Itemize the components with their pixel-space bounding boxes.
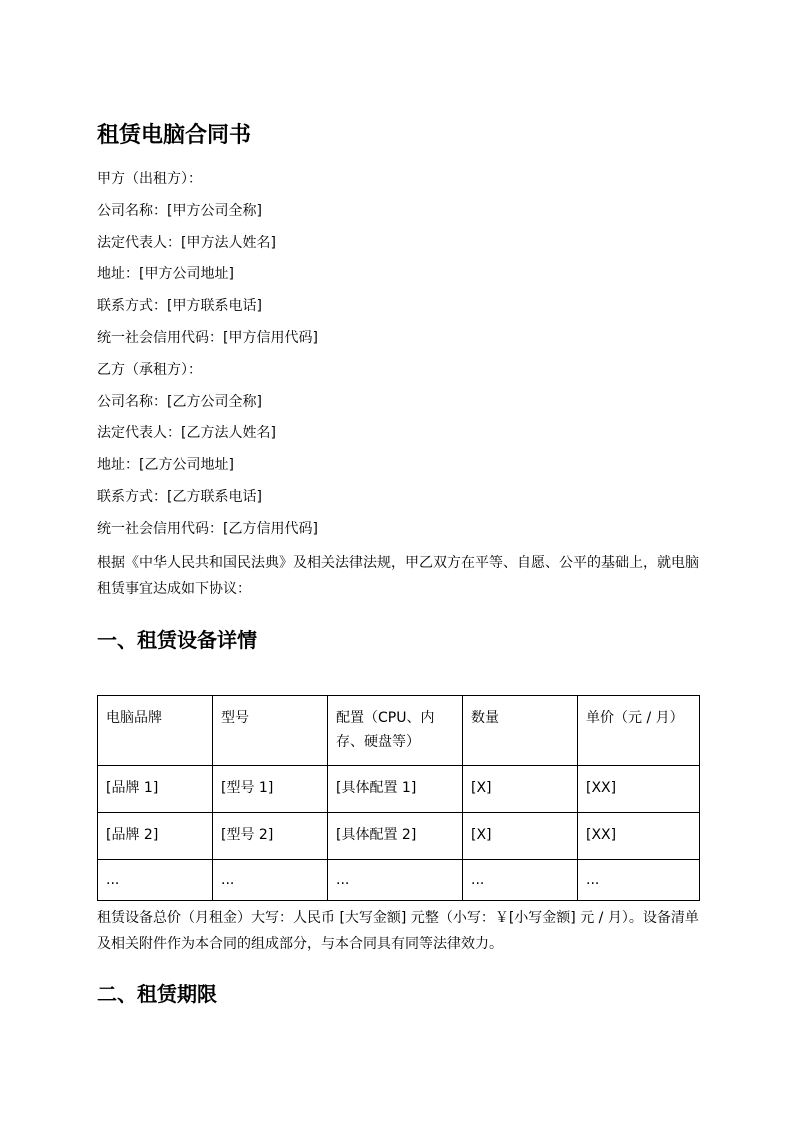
table-cell: [型号 2]: [213, 812, 328, 859]
party-a-heading: 甲方（出租方）：: [97, 171, 202, 187]
table-cell: [品牌 1]: [98, 765, 213, 812]
table-cell: ...: [578, 859, 700, 900]
table-cell: [XX]: [578, 765, 700, 812]
rent-summary-paragraph: 租赁设备总价（月租金）大写：人民币 [大写金额] 元整（小写：￥[小写金额] 元 / 月）。设备清单及相关附件作为本合同的组成部分，与本合同具有同等法律效力。: [97, 909, 699, 952]
party-b-heading: 乙方（承租方）：: [97, 361, 202, 378]
party-b-contact: 联系方式：[乙方联系电话]: [97, 488, 262, 505]
table-row: [98, 812, 700, 859]
header-unit-price: 单价（元 / 月）: [578, 695, 700, 765]
preamble-paragraph: 根据《中华人民共和国民法典》及相关法律法规，甲乙双方在平等、自愿、公平的基础上，就电脑租赁事宜达成如下协议：: [97, 554, 699, 597]
document-title: 租赁电脑合同书: [97, 123, 252, 148]
table-cell: ...: [463, 859, 578, 900]
table-header-row: [98, 695, 700, 765]
table-cell: [X]: [463, 765, 578, 812]
party-b-legal-representative: 法定代表人：[乙方法人姓名]: [97, 425, 276, 442]
party-b-credit-code: 统一社会信用代码：[乙方信用代码]: [97, 520, 318, 537]
section-2-heading: 二、租赁期限: [97, 981, 217, 1006]
header-quantity: 数量: [463, 695, 578, 765]
equipment-table: [97, 695, 700, 901]
party-a-legal-representative: 法定代表人：[甲方法人姓名]: [97, 234, 276, 251]
party-b-company-name: 公司名称：[乙方公司全称]: [97, 393, 262, 410]
contract-document: [97, 118, 701, 1009]
party-a-credit-code: 统一社会信用代码：[甲方信用代码]: [97, 329, 318, 346]
header-model: 型号: [213, 695, 328, 765]
party-b-address: 地址：[乙方公司地址]: [97, 457, 234, 474]
table-cell: [型号 1]: [213, 765, 328, 812]
table-cell: [X]: [463, 812, 578, 859]
header-config: 配置（CPU、内存、硬盘等）: [328, 695, 463, 765]
table-cell: [品牌 2]: [98, 812, 213, 859]
table-row: [98, 859, 700, 900]
party-a-contact: 联系方式：[甲方联系电话]: [97, 298, 262, 315]
table-cell: ...: [213, 859, 328, 900]
section-1-heading: 一、租赁设备详情: [97, 627, 257, 652]
table-cell: [具体配置 2]: [328, 812, 463, 859]
table-cell: [具体配置 1]: [328, 765, 463, 812]
table-cell: [XX]: [578, 812, 700, 859]
header-brand: 电脑品牌: [98, 695, 213, 765]
party-a-address: 地址：[甲方公司地址]: [97, 266, 234, 283]
table-row: [98, 765, 700, 812]
party-a-company-name: 公司名称：[甲方公司全称]: [97, 202, 262, 219]
table-cell: ...: [328, 859, 463, 900]
table-cell: ...: [98, 859, 213, 900]
